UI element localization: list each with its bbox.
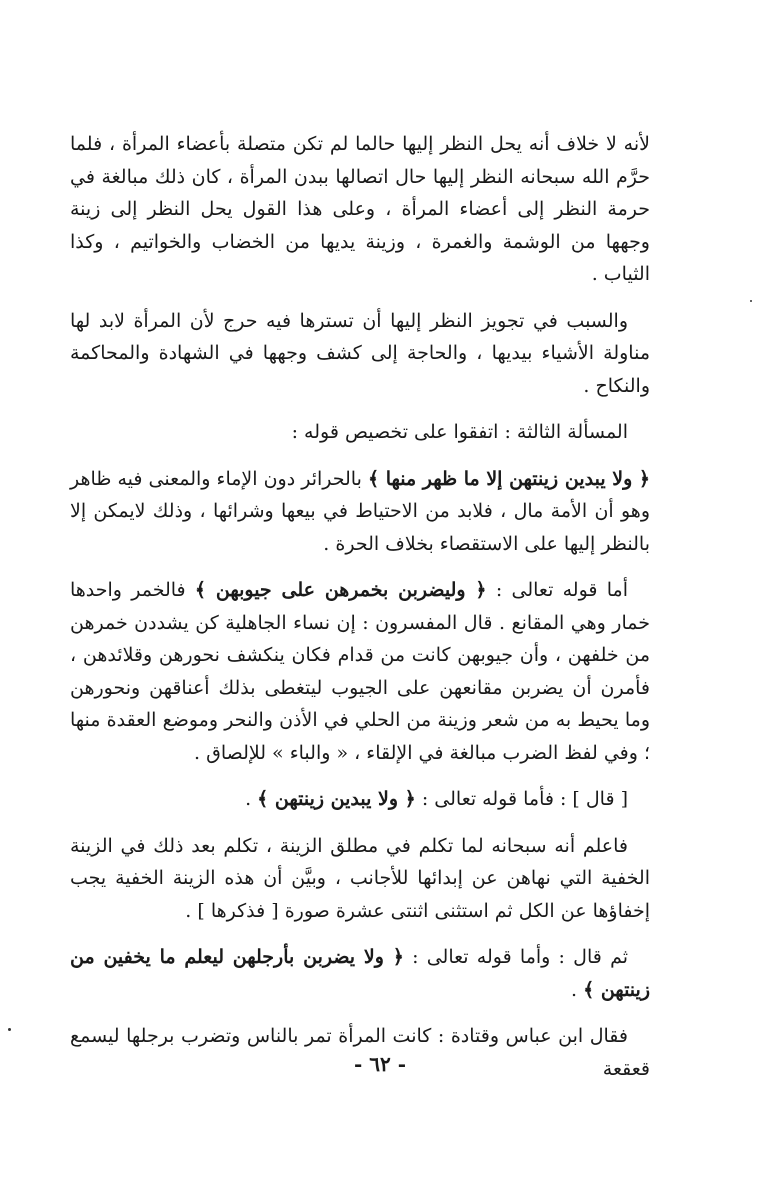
body-text [70,128,650,1099]
text-segment: أما قوله تعالى : [486,579,629,601]
paragraph-4 [70,463,650,561]
paragraph-6 [70,783,650,816]
paragraph-5 [70,574,650,769]
text-segment: فقال ابن عباس وقتادة : كانت المرأة تمر بالناس وتضرب برجلها ليسمع قعقعة [70,1025,650,1080]
quran-verse: ﴿ ولا يضربن بأرجلهن ليعلم ما يخفين من زينتهن ﴾ [70,946,650,1001]
quran-verse: ﴿ ولا يبدين زينتهن ﴾ [257,788,416,810]
text-segment: لأنه لا خلاف أنه يحل النظر إليها حالما لم تكن متصلة بأعضاء المرأة ، فلما حرَّم الله سبحانه النظر إليها حال اتصالها ببدن المرأة ، كان ذلك مبالغة في حرمة النظر إلى أعضاء المرأة ، وعلى هذا القول يحل النظر إلى زينة وجهها من الوشمة والغمرة ، وزينة يديها من الخضاب والخواتيم ، وكذا الثياب . [70,133,650,285]
text-segment: ثم قال : وأما قوله تعالى : [403,946,629,968]
text-segment: [ قال ] : فأما قوله تعالى : [415,788,628,810]
text-segment: . [245,788,258,810]
text-segment: بالحرائر دون الإماء والمعنى فيه ظاهر وهو أن الأمة مال ، فلابد من الاحتياط في بيعها وشرائها ، وذلك لايمكن إلا بالنظر إليها على الاستقصاء بخلاف الحرة . [70,467,650,555]
paragraph-8 [70,941,650,1006]
text-segment: . [571,978,584,1001]
paragraph-3 [70,416,650,449]
paragraph-7 [70,830,650,928]
paragraph-2 [70,305,650,403]
scan-speck [750,300,752,302]
quran-verse: ﴿ ولا يبدين زينتهن إلا ما ظهر منها ﴾ [367,467,650,490]
page-number: - ٦٢ - [353,1052,406,1076]
text-segment: المسألة الثالثة : اتفقوا على تخصيص قوله : [291,421,628,443]
text-segment: والسبب في تجويز النظر إليها أن تسترها فيه حرج لأن المرأة لابد لها مناولة الأشياء بيديها ، والحاجة إلى كشف وجهها في الشهادة والمحاكمة والنكاح . [70,309,650,397]
text-segment: فالخمر واحدها خمار وهي المقانع . قال المفسرون : إن نساء الجاهلية كن يشددن خمرهن من خلفهن ، وأن جيوبهن كانت من قدام فكان ينكشف نحورهن وقلائدهن ، فأمرن أن يضربن مقانعهن على الجيوب ليتغطى بذلك أعناقهن ونحورهن وما يحيط به من شعر وزينة من الحلي في الأذن والنحر وموضع العقدة منها ؛ وفي لفظ الضرب مبالغة في الإلقاء ، « والباء » للإلصاق . [70,579,650,764]
scan-speck [8,1028,11,1031]
quran-verse: ﴿ وليضربن بخمرهن على جيوبهن ﴾ [194,579,487,601]
paragraph-1 [70,128,650,291]
text-segment: فاعلم أنه سبحانه لما تكلم في مطلق الزينة ، تكلم بعد ذلك في الزينة الخفية التي نهاهن عن إبدائها للأجانب ، وبيَّن أن هذه الزينة الخفية يجب إخفاؤها عن الكل ثم استثنى اثنتى عشرة صورة [ فذكرها ] . [70,834,650,922]
